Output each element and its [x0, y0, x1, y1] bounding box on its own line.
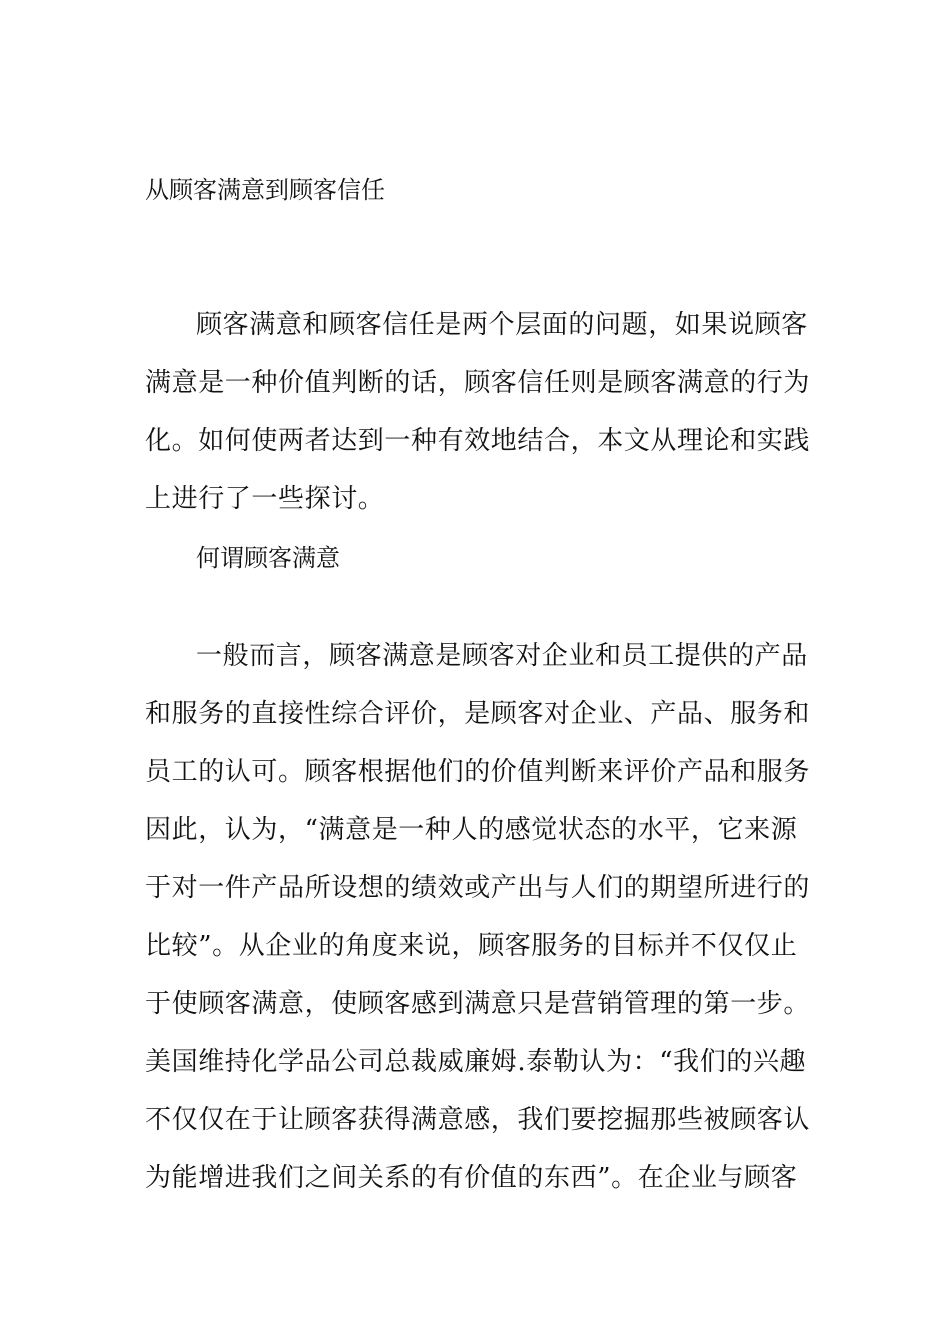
- body-line: 于对一件产品所设想的绩效或产出与人们的期望所进行的: [145, 873, 811, 903]
- body-line: 不仅仅在于让顾客获得满意感，我们要挖掘那些被顾客认: [145, 1105, 811, 1135]
- section-heading: 何谓顾客满意: [196, 544, 340, 572]
- body-line: 因此，认为，“满意是一种人的感觉状态的水平，它来源: [145, 815, 798, 845]
- intro-line: 上进行了一些探讨。: [145, 484, 385, 514]
- body-line: 于使顾客满意，使顾客感到满意只是营销管理的第一步。: [145, 989, 811, 1019]
- document-title: 从顾客满意到顾客信任: [145, 176, 385, 204]
- body-line: 和服务的直接性综合评价，是顾客对企业、产品、服务和: [145, 699, 811, 729]
- body-line: 美国维持化学品公司总裁威廉姆.泰勒认为：“我们的兴趣: [145, 1047, 807, 1077]
- intro-line: 顾客满意和顾客信任是两个层面的问题，如果说顾客: [196, 310, 808, 340]
- body-line: 比较”。从企业的角度来说，顾客服务的目标并不仅仅止: [145, 931, 798, 961]
- body-line: 为能增进我们之间关系的有价值的东西”。在企业与顾客: [145, 1163, 798, 1193]
- body-line: 员工的认可。顾客根据他们的价值判断来评价产品和服务: [145, 757, 811, 787]
- intro-line: 满意是一种价值判断的话，顾客信任则是顾客满意的行为: [145, 368, 811, 398]
- body-line: 一般而言，顾客满意是顾客对企业和员工提供的产品: [196, 641, 808, 671]
- intro-line: 化。如何使两者达到一种有效地结合，本文从理论和实践: [145, 426, 811, 456]
